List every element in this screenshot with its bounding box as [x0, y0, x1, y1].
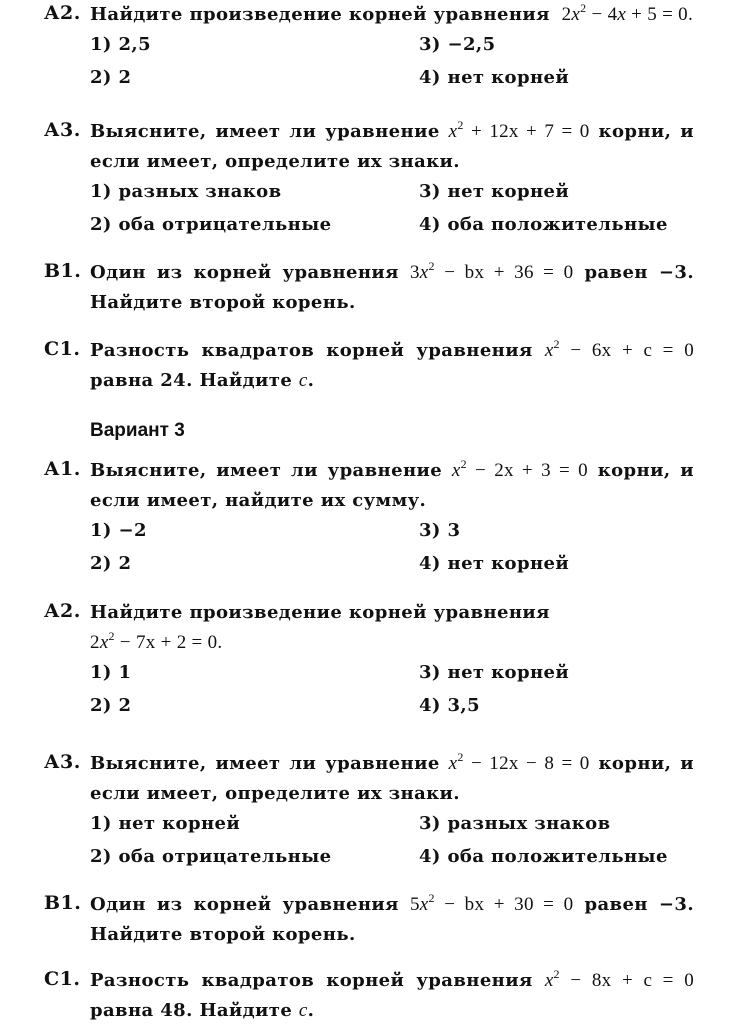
task-a2-upper	[44, 0, 694, 96]
task-c1-lower	[44, 966, 694, 1026]
task-label: А2.	[44, 600, 81, 622]
task-a3-lower	[44, 749, 694, 875]
option-3[interactable]: 3) разных знаков	[419, 813, 611, 834]
option-4[interactable]: 4) оба положительные	[419, 214, 668, 235]
task-text: Выясните, имеет ли уравнение $x^2 - 12x - 8 = 0$ корни, и если имеет, определите их знаки.	[90, 750, 694, 804]
equation: $x^2 - 8x + c = 0$	[544, 967, 694, 991]
option-2[interactable]: 2) оба отрицательные	[90, 846, 332, 867]
equation: $3x^2$ − bx + 36 = 0	[409, 259, 574, 283]
task-label: А3.	[44, 751, 81, 773]
task-text: Разность квадратов корней уравнения $x^2 - 8x + c = 0$ равна 48. Найдите c.	[90, 967, 694, 1021]
option-1[interactable]: 1) −2	[90, 520, 147, 541]
equation: $2x^2 - 7x + 2 = 0$.	[90, 629, 223, 653]
task-label: В1.	[44, 260, 82, 282]
equation: $x^2 - 6x + c = 0$	[544, 337, 694, 361]
option-4[interactable]: 4) нет корней	[419, 67, 570, 88]
task-b1-upper	[44, 258, 694, 318]
option-1[interactable]: 1) разных знаков	[90, 181, 282, 202]
task-text: Один из корней уравнения $3x^2$ − bx + 36 = 0 равен −3. Найдите второй корень.	[90, 259, 694, 313]
option-3[interactable]: 3) 3	[419, 520, 461, 541]
option-4[interactable]: 4) 3,5	[419, 695, 481, 716]
option-3[interactable]: 3) −2,5	[419, 34, 496, 55]
option-1[interactable]: 1) 2,5	[90, 34, 152, 55]
task-label: С1.	[44, 338, 81, 360]
task-label: В1.	[44, 892, 82, 914]
equation: $5x^2$ − bx + 30 = 0	[409, 891, 574, 915]
task-label: А3.	[44, 119, 81, 141]
task-c1-upper	[44, 336, 694, 396]
task-question: Найдите произведение корней уравнения	[90, 4, 550, 25]
answer-options	[90, 658, 694, 724]
answer-options	[90, 30, 694, 96]
option-3[interactable]: 3) нет корней	[419, 181, 570, 202]
task-a3-upper	[44, 117, 694, 243]
answer-options	[90, 516, 694, 582]
task-a1-lower	[44, 456, 694, 582]
option-3[interactable]: 3) нет корней	[419, 662, 570, 683]
task-text	[90, 0, 694, 30]
task-a2-lower	[44, 598, 694, 724]
answer-options	[90, 177, 694, 243]
task-text: Выясните, имеет ли уравнение $x^2 - 2x + 3 = 0$ корни, и если имеет, найдите их сумму.	[90, 457, 694, 511]
option-4[interactable]: 4) нет корней	[419, 553, 570, 574]
equation: $x^2 + 12x + 7 = 0$	[448, 118, 590, 142]
task-label: А2.	[44, 2, 81, 24]
option-2[interactable]: 2) 2	[90, 695, 132, 716]
equation: $2x^2 - 4x + 5 = 0$.	[561, 1, 694, 25]
equation: $x^2 - 2x + 3 = 0$	[451, 457, 588, 481]
task-b1-lower	[44, 890, 694, 950]
task-label: А1.	[44, 458, 81, 480]
task-text: Найдите произведение корней уравнения $2x^2 - 7x + 2 = 0$.	[90, 602, 550, 653]
option-1[interactable]: 1) 1	[90, 662, 132, 683]
option-2[interactable]: 2) оба отрицательные	[90, 214, 332, 235]
task-text: Один из корней уравнения $5x^2$ − bx + 30 = 0 равен −3. Найдите второй корень.	[90, 891, 694, 945]
equation: $x^2 - 12x - 8 = 0$	[448, 750, 590, 774]
task-text: Разность квадратов корней уравнения $x^2 - 6x + c = 0$ равна 24. Найдите c.	[90, 337, 694, 391]
variant-title: Вариант 3	[90, 420, 185, 441]
task-label: С1.	[44, 968, 81, 990]
option-2[interactable]: 2) 2	[90, 67, 132, 88]
option-2[interactable]: 2) 2	[90, 553, 132, 574]
option-4[interactable]: 4) оба положительные	[419, 846, 668, 867]
option-1[interactable]: 1) нет корней	[90, 813, 241, 834]
answer-options	[90, 809, 694, 875]
task-text: Выясните, имеет ли уравнение $x^2 + 12x + 7 = 0$ корни, и если имеет, определите их знаки.	[90, 118, 695, 172]
